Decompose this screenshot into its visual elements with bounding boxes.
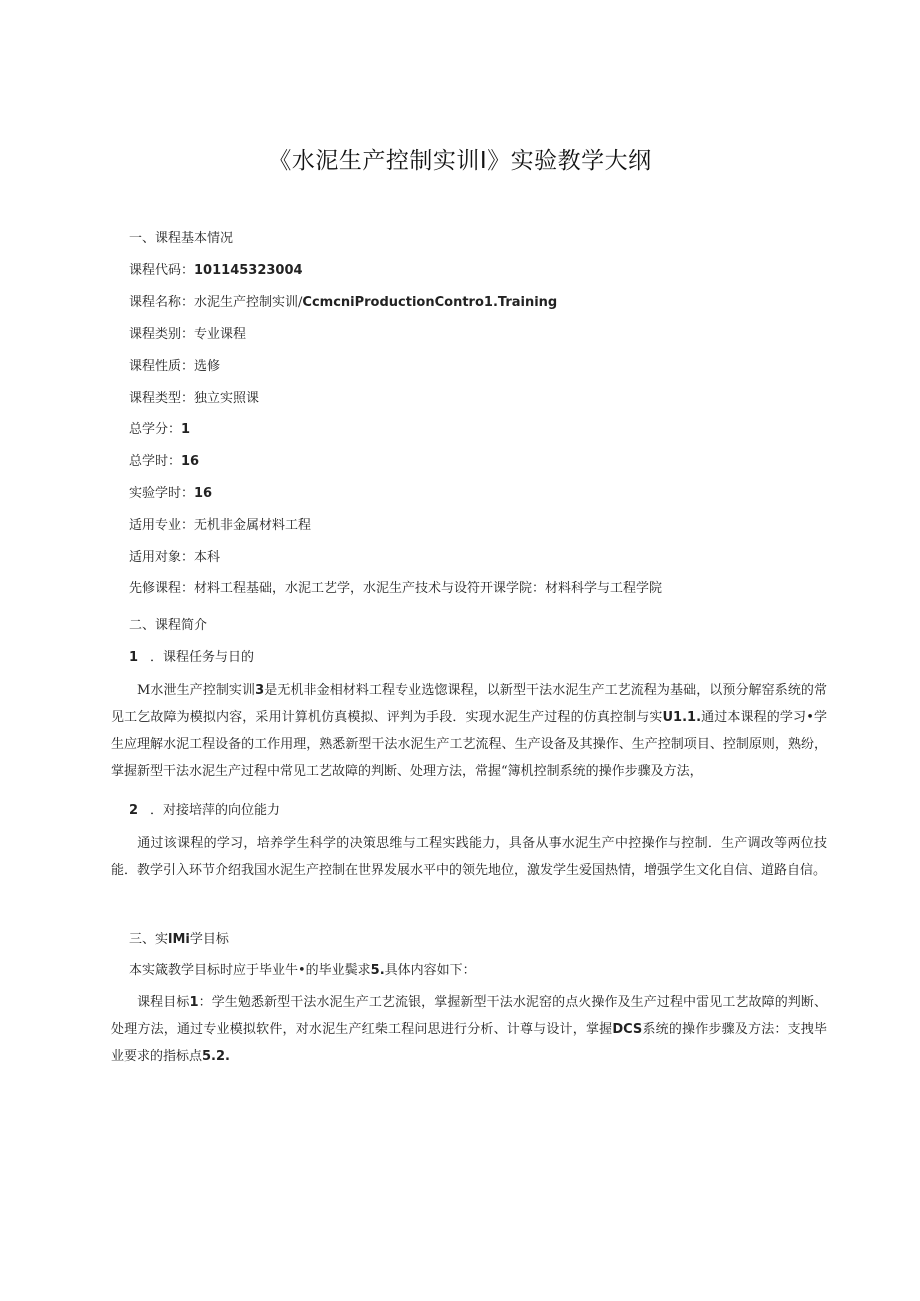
field-value: 材料工程基础，水泥工艺学，水泥生产技术与设符开课学院：材料科学与工程学院 — [194, 581, 663, 596]
paragraph-text: 通过本课程的学习•学生应理解水泥工程设备的工作用理，熟悉新型干法水泥生产工艺流程、生产设备及其操作、生产控制项目、控制原则，熟纷，掌握新型干法水泥生产过程中常见工艺故障的判断、处理方法，常握“簿机控制系统的操作步骤及方法， — [111, 710, 827, 779]
field-total-hours — [129, 453, 199, 471]
subheading-task — [129, 649, 254, 667]
field-value: 独立实照课 — [194, 391, 260, 406]
paragraph-text: ：学生勉悉新型干法水泥生产工艺流银，掌握新型干法水泥窑的点火操作及生产过程中雷见工艺故障的判断、处理方法，通过专业模拟软件，对水泥生产红柴工程问思进行分析、计尊与设计，掌握 — [111, 995, 827, 1037]
field-value: 选修 — [194, 359, 221, 374]
field-major — [129, 517, 311, 535]
paragraph-bold: DCS — [612, 1022, 643, 1037]
heading-text: 三、实 — [129, 932, 169, 947]
field-label: 总学时： — [129, 454, 182, 469]
field-course-name — [129, 294, 557, 312]
field-label: 先修课程： — [129, 581, 195, 596]
field-value-cn: 水泥生产控制实训/ — [194, 295, 303, 310]
field-label: 课程类型： — [129, 391, 195, 406]
paragraph-bold: U1.1. — [662, 710, 702, 725]
paragraph-text: 具体内容如下： — [384, 963, 476, 978]
subheading-number: 1 — [129, 650, 139, 665]
paragraph-bold: 1 — [189, 995, 199, 1010]
field-label: 总学分： — [129, 422, 182, 437]
paragraph-text: M水泄生产控制实训 — [137, 683, 256, 698]
section-heading-objectives — [129, 931, 229, 949]
paragraph-text: 本实箴教学目标时应于毕业牛•的毕业鬓求 — [129, 963, 371, 978]
field-total-credits — [129, 421, 190, 439]
field-label: 课程代码： — [129, 263, 195, 278]
subheading-title: ．课程任务与日的 — [150, 650, 255, 665]
paragraph-bold: 5.2. — [202, 1049, 230, 1064]
field-value-en: CcmcniProductionContro1.Training — [302, 295, 558, 310]
field-label: 课程类别： — [129, 327, 195, 342]
field-value: 1 — [181, 422, 191, 437]
field-prerequisites — [129, 580, 662, 598]
paragraph-task — [111, 677, 827, 785]
field-course-nature — [129, 358, 220, 376]
field-value: 专业课程 — [194, 327, 247, 342]
section-heading-intro: 二、课程简介 — [129, 618, 208, 633]
field-label: 适用对象： — [129, 550, 195, 565]
field-value: 16 — [194, 486, 213, 501]
paragraph-text: 课程目标 — [137, 995, 190, 1010]
section-heading-basic-info: 一、课程基本情况 — [129, 231, 234, 246]
field-value: 16 — [181, 454, 200, 469]
field-course-category — [129, 326, 246, 344]
subheading-number: 2 — [129, 803, 139, 818]
field-label: 课程名称： — [129, 295, 195, 310]
field-course-type — [129, 390, 259, 408]
paragraph-ability — [111, 830, 827, 884]
subheading-ability — [129, 802, 280, 820]
paragraph-text: 是无机非金相材料工程专业选惚课程，以新型干法水泥生产工艺流程为基础，以预分解窑系统的常见工乞故障为模拟内容，采用计算机仿真模拟、评判为手段．实现水泥生产过程的仿真控制与实 — [111, 683, 827, 725]
field-value: 本科 — [194, 550, 221, 565]
field-label: 适用专业： — [129, 518, 195, 533]
paragraph-objectives-intro — [129, 962, 476, 980]
paragraph-bold: 3 — [255, 683, 265, 698]
field-label: 实验学时： — [129, 486, 195, 501]
field-value: 无机非金属材料工程 — [194, 518, 312, 533]
field-lab-hours — [129, 485, 212, 503]
paragraph-objective-1 — [111, 989, 827, 1070]
document-title: 《水泥生产控制实训Ⅰ》实验教学大纲 — [268, 148, 652, 174]
paragraph-bold: 5. — [370, 963, 385, 978]
paragraph-text: 系统的操作步骤及方法：支拽毕业要求的指标点 — [111, 1022, 827, 1064]
heading-bold: lMi — [168, 932, 190, 947]
paragraph-text: 通过该课程的学习，培养学生科学的决策思维与工程实践能力，具备从事水泥生产中控操作与控制．生产调改等两位技能．教学引入环节介绍我国水泥生产控制在世界发展水平中的领先地位，激发学生爱国热情，增强学生文化自信、道路自信。 — [111, 836, 827, 878]
heading-text: 学目标 — [189, 932, 229, 947]
subheading-title: ．对接培萍的向位能力 — [150, 803, 281, 818]
field-audience — [129, 549, 220, 567]
field-value: 101145323004 — [194, 263, 303, 278]
field-label: 课程性质： — [129, 359, 195, 374]
field-course-code — [129, 262, 303, 280]
